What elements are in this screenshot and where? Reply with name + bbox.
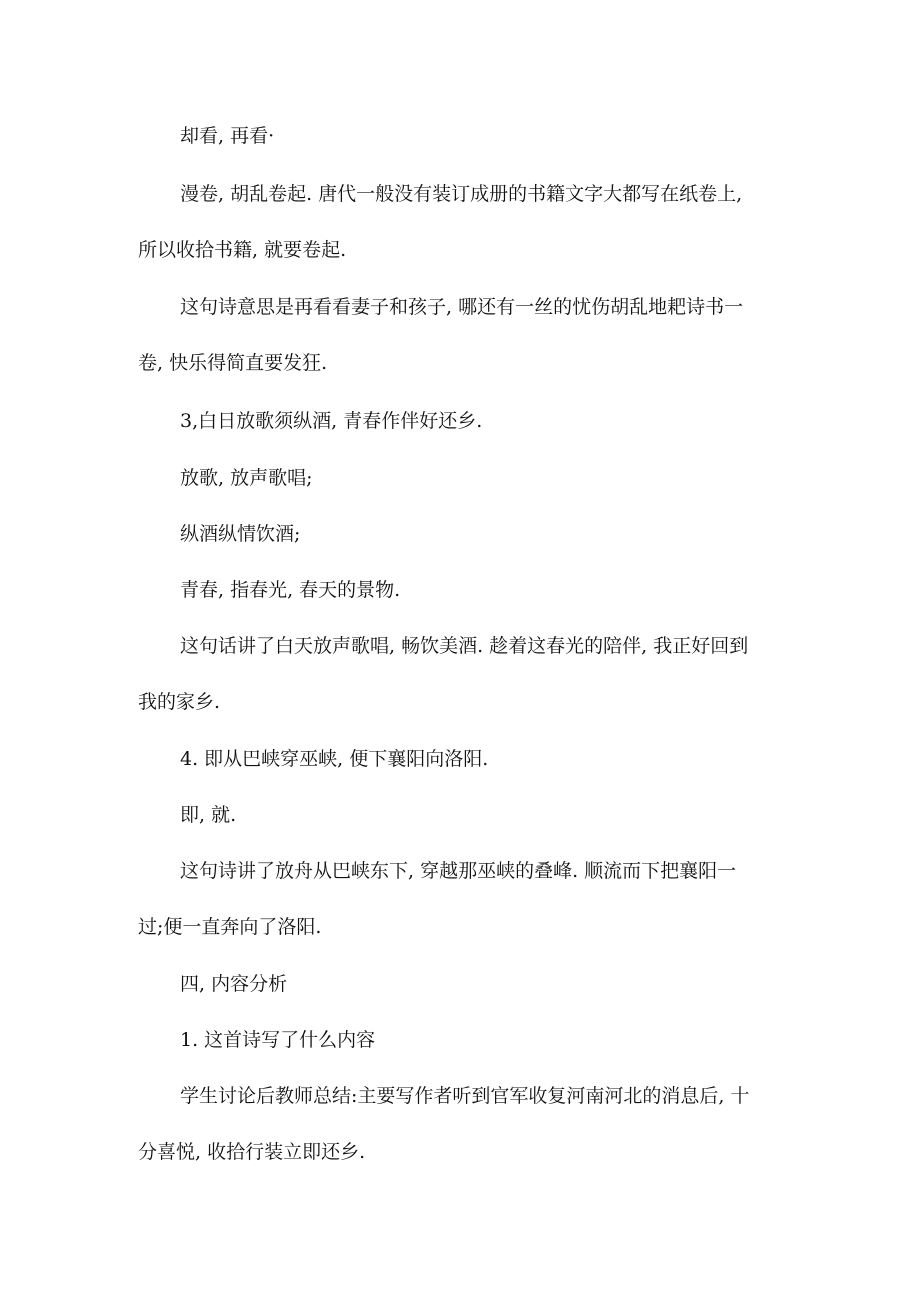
text-line-19: 分喜悦, 收拾行装立即还乡.	[138, 1141, 366, 1163]
text-line-11: 我的家乡.	[138, 691, 221, 713]
text-line-14: 这句诗讲了放舟从巴峡东下, 穿越那巫峡的叠峰. 顺流而下把襄阳一	[180, 860, 737, 882]
text-line-10: 这句话讲了白天放声歌唱, 畅饮美酒. 趁着这春光的陪伴, 我正好回到	[180, 635, 749, 657]
text-line-2: 漫卷, 胡乱卷起. 唐代一般没有装订成册的书籍文字大都写在纸卷上,	[180, 183, 743, 205]
text-line-5: 卷, 快乐得简直要发狂.	[138, 352, 328, 374]
text-line-8: 纵酒纵情饮酒;	[180, 523, 301, 545]
text-line-18: 学生讨论后教师总结:主要写作者听到官军收复河南河北的消息后, 十	[180, 1085, 750, 1107]
text-line-6: 3,白日放歌须纵酒, 青春作伴好还乡.	[180, 410, 483, 432]
text-line-15: 过;便一直奔向了洛阳.	[138, 916, 322, 938]
text-line-9: 青春, 指春光, 春天的景物.	[180, 579, 401, 601]
text-line-16: 四, 内容分析	[180, 973, 288, 995]
text-line-17: 1. 这首诗写了什么内容	[180, 1029, 376, 1051]
text-line-12: 4. 即从巴峡穿巫峡, 便下襄阳向洛阳.	[180, 748, 489, 770]
text-line-7: 放歌, 放声歌唱;	[180, 467, 313, 489]
text-line-4: 这句诗意思是再看看妻子和孩子, 哪还有一丝的忧伤胡乱地耙诗书一	[180, 296, 744, 318]
text-line-13: 即, 就.	[180, 804, 237, 826]
text-line-1: 却看, 再看·	[180, 125, 275, 147]
text-line-3: 所以收拾书籍, 就要卷起.	[138, 239, 347, 261]
